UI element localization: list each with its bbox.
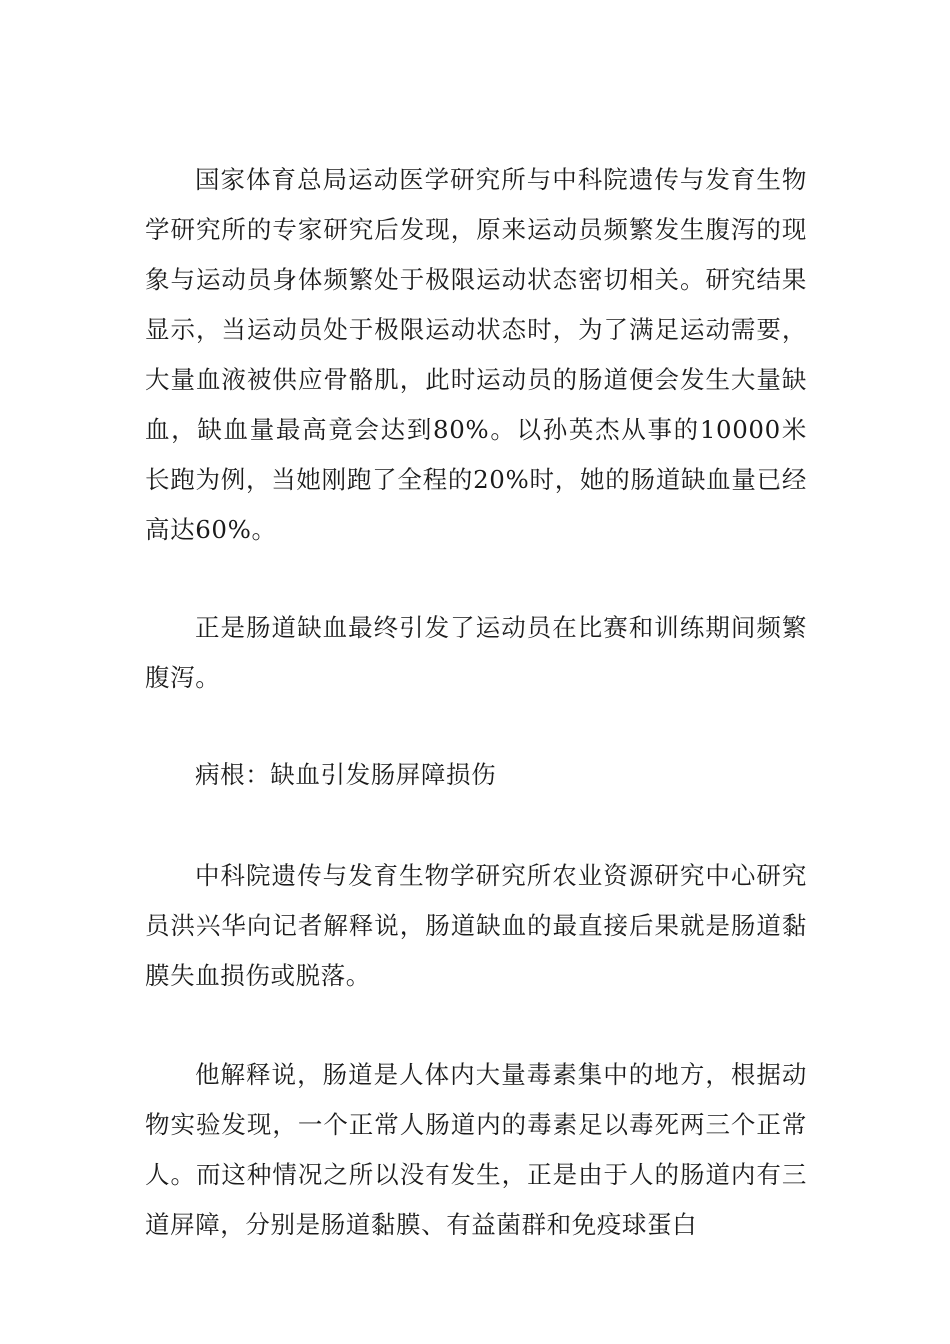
section-heading: 病根：缺血引发肠屏障损伤 [195,759,497,789]
paragraph-intestinal-barriers: 他解释说，肠道是人体内大量毒素集中的地方，根据动物实验发现，一个正常人肠道内的毒素足以毒死两三个正常人。而这种情况之所以没有发生，正是由于人的肠道内有三道屏障，分别是肠道黏膜、有益菌群和免疫球蛋白 [145,1059,807,1239]
paragraph-research-findings: 国家体育总局运动医学研究所与中科院遗传与发育生物学研究所的专家研究后发现，原来运动员频繁发生腹泻的现象与运动员身体频繁处于极限运动状态密切相关。研究结果显示，当运动员处于极限运动状态时，为了满足运动需要，大量血液被供应骨骼肌，此时运动员的肠道便会发生大量缺血，缺血量最高竟会达到80%。以孙英杰从事的10000米长跑为例，当她刚跑了全程的20%时，她的肠道缺血量已经高达60%。 [145,164,807,544]
paragraph-conclusion: 正是肠道缺血最终引发了运动员在比赛和训练期间频繁腹泻。 [145,612,807,692]
paragraph-expert-explanation: 中科院遗传与发育生物学研究所农业资源研究中心研究员洪兴华向记者解释说，肠道缺血的最直接后果就是肠道黏膜失血损伤或脱落。 [145,860,807,990]
